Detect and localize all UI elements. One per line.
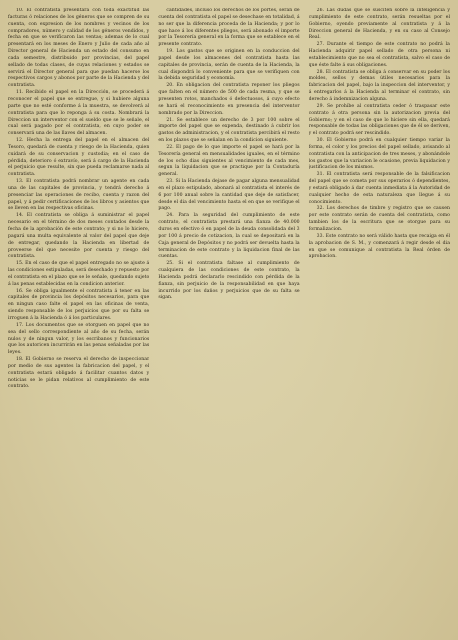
paragraph: 11. Recibido el papel en la Dirección, se procederá á reconocer el papel que se entregue, y si hubiere alguna parte que no esté conforme á la muestra, se devolverá al contratista para que lo reponga á su costa. Nombrará la Direccion un interventor con el sueldo que se le señale, el cual será pagado por el contratista, en cuyo poder se conservará una de las llaves del almacen. (8, 90, 150, 137)
paragraph: 13. El contratista podrá nombrar un agente en cada una de las capitales de provincia, y tendrá derecho á presenciar las operaciones de recibo, cuenta y razon del papel, y á pedir certificaciones de los libros y asientos que se lleven en las respectivas oficinas. (8, 179, 150, 212)
paragraph: 27. Durante el tiempo de este contrato no podrá la Hacienda adquirir papel sellado de otra persona ni establecimiento que no sea el contratista, salvo el caso de que éste falte á sus obligaciones. (308, 42, 450, 68)
paragraph: 25. Si el contratista faltase al cumplimiento de cualquiera de las condiciones de este contrato, la Hacienda podrá declararlo rescindido con pérdida de la fianza, sin perjuicio de la responsabilidad en que haya incurrido por los daños y perjuicios que de su falta se sigan. (158, 261, 300, 301)
paragraph: 32. Los derechos de timbre y registro que se causen por este contrato serán de cuenta del contratista, como tambien los de la escritura que se otorgue para su formalizacion. (308, 206, 450, 232)
paragraph: 28. El contratista se obliga á conservar en su poder los moldes, sellos y demas útiles necesarios para la fabricacion del papel, bajo la inspeccion del interventor, y á entregarlos á la Hacienda al terminar el contrato, sin derecho á indemnizacion alguna. (308, 69, 450, 102)
paragraph: 15. En el caso de que el papel entregado no se ajuste á las condiciones estipuladas, será desechado y repuesto por el contratista en el plazo que se le señale, quedando sujeto á las penas establecidas en la condicion anterior. (8, 261, 150, 287)
text-columns (8, 8, 450, 634)
paragraph: 23. Si la Hacienda dejase de pagar alguna mensualidad en el plazo estipulado, abonará al contratista el interés de 6 por 100 anual sobre la cantidad que deje de satisfacer, desde el dia del vencimiento hasta el en que se verifique el pago. (158, 179, 300, 212)
paragraph: 19. Los gastos que se originen en la conduccion del papel desde los almacenes del contratista hasta las capitales de provincia, serán de cuenta de la Hacienda, la cual dispondrá lo conveniente para que se verifiquen con la debida seguridad y economía. (158, 49, 300, 82)
paragraph: 10. El contratista presentará con toda exactitud las facturas ó relaciones de los géneros que se compren de su cuenta, con expresion de los nombres y vecinos de los compradores, número y calidad de los géneros vendidos, y fecha en que se verificaron las ventas; ademas de lo cual presentará en los meses de Enero y Julio de cada año al Director general de Hacienda un estado del consumo en cada semestre, distribuido por provincias, del papel sellado de todas clases, de cuyas relaciones y estados se servirá el Director general para que puedan hacerse los respectivos cargos y abonos por parte de la Hacienda y del contratista. (8, 8, 150, 89)
paragraph: 18. El Gobierno se reserva el derecho de inspeccionar por medio de sus agentes la fabricacion del papel, y el contratista estará obligado á facilitar cuantos datos y noticias se le pidan relativos al cumplimiento de este contrato. (8, 357, 150, 390)
paragraph: 20. En obligacion del contratista reponer los pliegos que falten en el número de 500 de cada resma, y que se presenten rotos, manchados ó defectuosos, á cuyo efecto se hará el reconocimiento en presencia del interventor nombrado por la Direccion. (158, 83, 300, 116)
paragraph: 17. Los documentos que se otorguen en papel que no sea del sello correspondiente al año de su fecha, serán nulos y de ningun valor, y los escribanos y funcionarios que los autoricen incurrirán en las penas señaladas por las leyes. (8, 322, 150, 356)
text-column-1 (8, 8, 149, 634)
paragraph: 22. El pago de lo que importe el papel se hará por la Tesorería general en mensualidades iguales, en el término de los ocho dias siguientes al vencimiento de cada mes, segun la liquidacion que se practique por la Contaduría general. (158, 144, 300, 178)
paragraph: 33. Este contrato no será válido hasta que recaiga en él la aprobacion de S. M., y comenzará á regir desde el dia en que se comunique al contratista la Real órden de aprobacion. (308, 233, 450, 260)
paragraph: 21. Se establece un derecho de 3 por 100 sobre el importe del papel que se expenda, destinado á cubrir los gastos de administracion, y el contratista percibirá el resto en los plazos que se señalan en la condicion siguiente. (158, 117, 300, 144)
text-column-2 (158, 8, 299, 634)
paragraph: cantidades, incluso los derechos de los portes, serán de cuenta del contratista el papel se desechase en totalidad, á no ser que la diferencia proceda de la Hacienda; y por lo que hace á los diferentes pliegos, será abonado el importe por la Tesorería general en la forma que se establece en el presente contrato. (158, 8, 300, 48)
paragraph: 31. El contratista será responsable de la falsificacion del papel que se cometa por sus operarios ó dependientes, y estará obligado á dar cuenta inmediata á la Autoridad de cualquier hecho de esta naturaleza que llegue á su conocimiento. (308, 172, 450, 205)
paragraph: 29. Se prohíbe al contratista ceder ó traspasar este contrato á otra persona sin la autorizacion previa del Gobierno; y en el caso de que lo hiciere sin ella, quedará responsable de todas las obligaciones que de él se deriven, y el contrato podrá ser rescindido. (308, 103, 450, 137)
paragraph: 16. Se obliga igualmente el contratista á tener en las capitales de provincia los depósitos necesarios, para que en ningun caso falte el papel en las oficinas de venta, siendo responsable de los perjuicios que por su falta se irroguen á la Hacienda ó á los particulares. (8, 288, 150, 321)
paragraph: 26. Las dudas que se susciten sobre la inteligencia y cumplimiento de este contrato, serán resueltas por el Gobierno, oyendo previamente al contratista y á la Direccion general de Hacienda, y en su caso al Consejo Real. (308, 8, 450, 41)
paragraph: 24. Para la seguridad del cumplimiento de este contrato, el contratista prestará una fianza de 40.000 duros en efectivo ó en papel de la deuda consolidada del 3 por 100 á precio de cotizacion, la cual se depositará en la Caja general de Depósitos y no podrá ser devuelta hasta la terminacion de este contrato y la liquidacion final de las cuentas. (158, 213, 300, 260)
paragraph: 14. El contratista se obliga á suministrar el papel necesario en el término de dos meses contados desde la fecha de la aprobación de este contrato; y si no lo hiciere, pagará una multa equivalente al valor del papel que deje de entregar, quedando la Hacienda en libertad de proveerse del que necesite por cuenta y riesgo del contratista. (8, 213, 150, 260)
paragraph: 12. Hecha la entrega del papel en el almacen del Tesoro, quedará de cuenta y riesgo de la Hacienda, quien cuidará de su conservacion y custodia; en el caso de pérdida, deterioro ó extravío, será á cargo de la Hacienda el perjuicio que resulte, sin que pueda reclamarse nada al contratista. (8, 138, 150, 178)
paragraph: 30. El Gobierno podrá en cualquier tiempo variar la forma, el color y los precios del papel sellado, avisando al contratista con la anticipacion de tres meses, y abonándole los gastos que la variacion le ocasione, previa liquidacion y justificacion de los mismos. (308, 138, 450, 171)
text-column-3 (309, 8, 450, 634)
